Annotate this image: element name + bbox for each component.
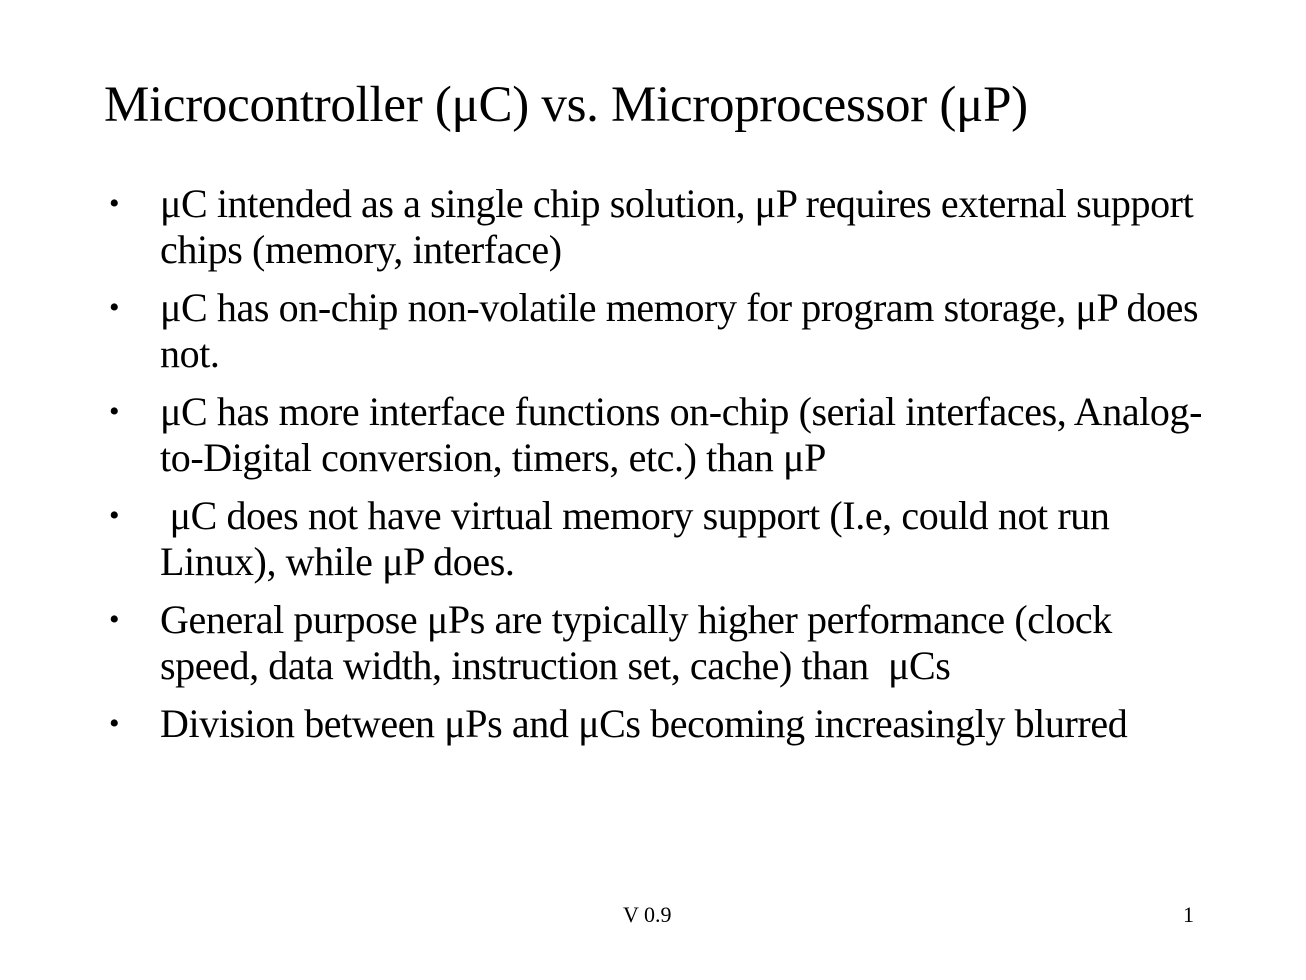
bullet-icon: •	[109, 603, 120, 636]
bullet-text: General purpose μPs are typically higher performance (clock speed, data width, instruction set, cache) than μCs	[160, 597, 1122, 688]
bullet-item	[104, 701, 1204, 747]
bullet-text: μC intended as a single chip solution, μP requires external support chips (memory, interface)	[160, 181, 1194, 272]
bullet-icon: •	[109, 499, 120, 532]
bullet-item	[104, 389, 1204, 481]
bullet-item	[104, 493, 1204, 585]
bullet-icon: •	[109, 395, 120, 428]
bullet-list	[104, 181, 1204, 759]
slide-title: Microcontroller (μC) vs. Microprocessor (μP)	[104, 77, 1028, 133]
bullet-text: μC does not have virtual memory support (I.e, could not run Linux), while μP does.	[160, 493, 1120, 584]
bullet-item	[104, 285, 1204, 377]
bullet-text: μC has more interface functions on-chip (serial interfaces, Analog-to-Digital conversion, timers, etc.) than μP	[160, 389, 1203, 480]
bullet-icon: •	[109, 187, 120, 220]
bullet-item	[104, 181, 1204, 273]
bullet-text: μC has on-chip non-volatile memory for program storage, μP does not.	[160, 285, 1199, 376]
footer-version: V 0.9	[623, 902, 672, 927]
bullet-icon: •	[109, 291, 120, 324]
bullet-text: Division between μPs and μCs becoming increasingly blurred	[160, 701, 1128, 746]
bullet-icon: •	[109, 707, 120, 740]
page-number: 1	[1183, 902, 1194, 927]
bullet-item	[104, 597, 1204, 689]
